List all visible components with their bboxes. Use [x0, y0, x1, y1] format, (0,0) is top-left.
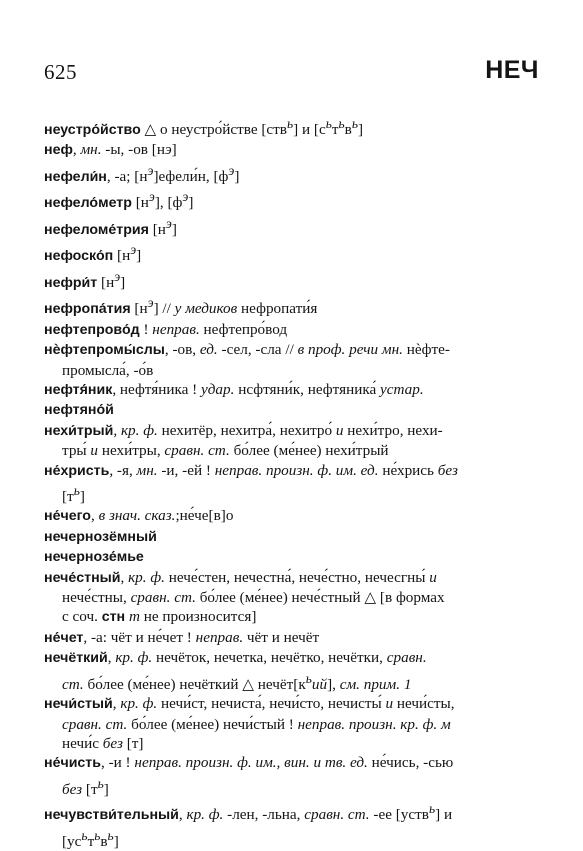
entry-headword: нефели́н — [44, 168, 107, 185]
entry-headword: нефоско́п — [44, 248, 114, 265]
entry-headword: нечи́стый — [44, 696, 113, 713]
dictionary-entry: нефеломе́трия $[н^э]$ — [44, 215, 177, 238]
dictionary-entry: нефоско́п $[н^э]$ — [44, 242, 142, 265]
dictionary-entry: не́чего, в знач. сказ.;не́че[в]о — [44, 507, 234, 525]
entry-headword: нефтя́ник — [44, 381, 113, 398]
entry-headword: нечувстви́тельный — [44, 807, 179, 824]
entry-headword: неф — [44, 142, 73, 159]
entry-headword: не́христь — [44, 462, 110, 479]
entry-headword: нечернозёмный — [44, 528, 157, 545]
dictionary-entries — [44, 114, 541, 851]
dictionary-entry: не́чет, -а: чёт и не́чет ! неправ. чёт и нечёт — [44, 628, 320, 646]
entry-headword: нефтепрово́д — [44, 321, 140, 338]
page-header — [44, 56, 539, 90]
dictionary-entry: нефтя́ник, нефтя́ника ! удар. нсфтяни́к, нефтяника́ устар. — [44, 380, 424, 398]
dictionary-entry: нефели́н, -а; $[н^э]ефели́н$, $[ф^э]$ — [44, 162, 240, 185]
entry-headword: нефри́т — [44, 274, 98, 291]
entry-headword: нехи́трый — [44, 422, 114, 439]
dictionary-entry: нефри́т $[н^э]$ — [44, 268, 126, 291]
entry-headword: нечёткий — [44, 650, 108, 667]
entry-headword: нефеломе́трия — [44, 221, 149, 238]
dictionary-entry: нефело́метр $[н^э]$, $[ф^э]$ — [44, 189, 194, 212]
dictionary-entry: нечёткий, кр. ф. нечёток, нечетка, нечётко, нечётки, сравн. ст. бо́лее (ме́нее) нечёткий △ $нечёт[к^ьий]$, см. прим. 1 — [44, 649, 427, 693]
dictionary-entry: не́чисть, -и ! неправ. произн. ф. им., вин. и тв. ед. не́чись, -сью без $[т^ь]$ — [44, 754, 454, 798]
entry-headword: неустро́йство — [44, 122, 141, 139]
dictionary-entry: нѐфтепромы́слы, -ов, ед. -сел, -сла // в проф. речи мн. нѐфте- промысла́, -о́в — [44, 341, 450, 379]
dictionary-entry: неустро́йство △ о неустро́йстве [ств$^ь$] и $[с^ьт^ьв^ь]$ — [44, 116, 364, 139]
entry-headword: не́чисть — [44, 755, 101, 772]
dictionary-entry: нефропа́тия $[н^э]$ // у медиков нефропати́я — [44, 295, 318, 318]
entry-headword: нечернозе́мье — [44, 549, 144, 566]
dictionary-entry: нехи́трый, кр. ф. нехитёр, нехитра́, нехитро́ и нехи́тро, нехи- тры́ и нехи́тры, сравн. ст. бо́лее (ме́нее) нехи́трый — [44, 421, 443, 460]
dictionary-entry — [44, 400, 541, 420]
entry-headword: нѐфтепромы́слы — [44, 342, 165, 359]
dictionary-entry: не́христь, -я, мн. -и, -ей ! неправ. произн. ф. им. ед. не́хрись без $[т^ь]$ — [44, 461, 458, 505]
entry-headword: нече́стный — [44, 569, 121, 586]
entry-headword: не́чет — [44, 629, 84, 646]
entry-headword: нефело́метр — [44, 195, 132, 212]
dictionary-entry: нечувстви́тельный, кр. ф. -лен, -льна, сравн. ст. -ее [уств$^ь$] и $[ус^ьт^ьв^ь]$ — [44, 801, 453, 850]
dictionary-entry: неф, мн. -ы, -ов [нэ] — [44, 141, 177, 159]
entry-headword: нефтяно́й — [44, 402, 114, 419]
running-head: НЕЧ — [485, 56, 539, 84]
dictionary-entry: нече́стный, кр. ф. нече́стен, нечестна́, нече́стно, нечесгны́ и нече́стны, сравн. ст. бо́лее (ме́нее) нече́стный △ [в формах с соч. стн т не произносится] — [44, 568, 445, 626]
dictionary-entry — [44, 527, 541, 547]
dictionary-entry: нечи́стый, кр. ф. нечи́ст, нечиста́, нечи́сто, нечисты́ и нечи́сты, сравн. ст. бо́лее (ме́нее) нечи́стый ! неправ. произн. кр. ф. м нечи́с без [т] — [44, 695, 455, 752]
entry-headword: не́чего — [44, 508, 91, 525]
dictionary-entry — [44, 547, 541, 567]
entry-headword: нефропа́тия — [44, 301, 131, 318]
dictionary-entry: нефтепрово́д ! неправ. нефтепро́вод — [44, 320, 288, 338]
page-number: 625 — [44, 60, 77, 84]
